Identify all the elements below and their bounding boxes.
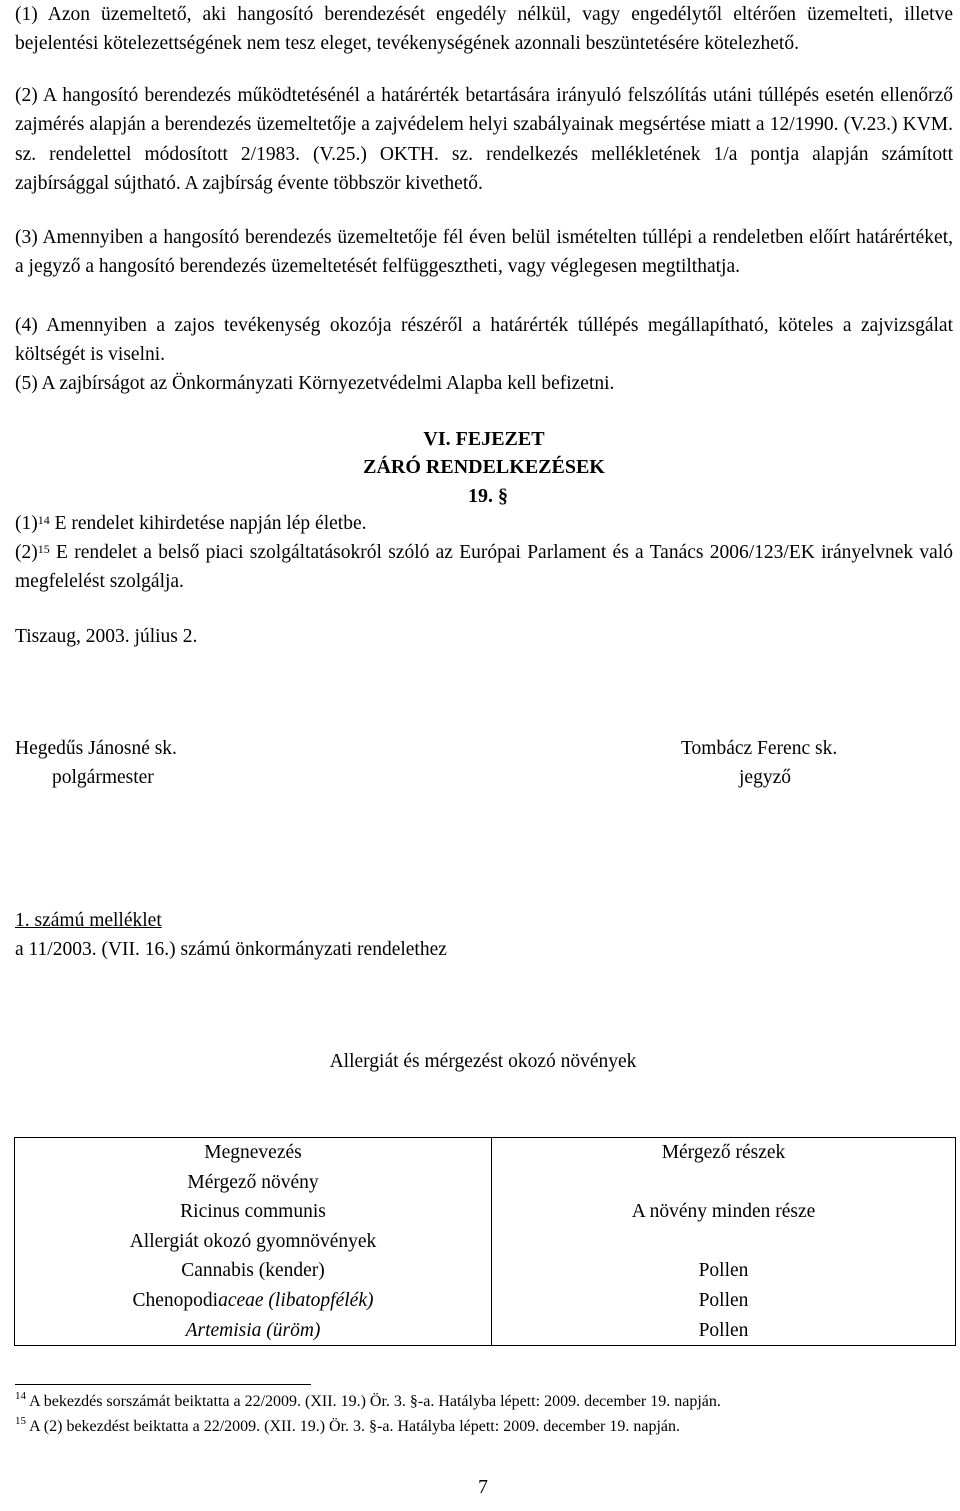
paragraph-2: (2) A hangosító berendezés működtetésénél a határérték betartására irányuló felszólítás utáni túllépés esetén ellenőrző zajmérés alapján a berendezés üzemeltetője a zajvédelem helyi szabályainak megsértése miatt a 12/1990. (V.23.) KVM. sz. rendelettel módosított 2/1983. (V.25.) OKTH. sz. rendelkezés mellékletének 1/a pontja alapján számított zajbírsággal sújtható. A zajbírság évente többször kivethető. [15,85,953,195]
closing-1-prefix: (1) [15,513,38,534]
footnote-14-number: 14 [15,1390,26,1402]
table-row [15,1286,956,1316]
footnote-15-text: A (2) bekezdést beiktatta a 22/2009. (XII. 19.) Ör. 3. §-a. Hatályba lépett: 2009. december 19. napján. [26,1418,681,1435]
header-parts: Mérgező részek [492,1138,956,1168]
signature-left-title: polgármester [52,767,154,788]
cell-parts: A növény minden része [492,1197,956,1227]
cell-parts: Pollen [492,1316,956,1346]
cell-name-italic: aceae (libatopfélék) [218,1289,374,1311]
cell-parts: Pollen [492,1256,956,1286]
closing-2-text: E rendelet a belső piaci szolgáltatásokról szóló az Európai Parlament és a Tanács 2006/123/EK irányelvnek való megfelelést szolgálja. [15,542,953,593]
closing-2-prefix: (2) [15,542,38,563]
cell-name-upright: Chenopodi [132,1289,219,1311]
place-date: Tiszaug, 2003. július 2. [15,626,198,647]
table-row [15,1316,956,1346]
footnote-ref-15[interactable]: 15 [37,542,50,556]
cell-parts [492,1168,956,1198]
cell-name: Mérgező növény [15,1168,492,1198]
closing-1-text: E rendelet kihirdetése napján lép életbe. [49,513,367,534]
footnote-14 [15,1390,721,1411]
chapter-title: VI. FEJEZET [423,428,545,450]
footnote-ref-14[interactable]: 14 [37,513,50,527]
cell-name: Artemisia (üröm) [15,1316,492,1346]
closing-paragraph-1 [15,509,953,538]
cell-name: Ricinus communis [15,1197,492,1227]
page-number: 7 [478,1477,488,1498]
header-name: Megnevezés [15,1138,492,1168]
cell-name [15,1286,492,1316]
annex-reference: a 11/2003. (VII. 16.) számú önkormányzati rendelethez [15,939,447,960]
footnote-separator [15,1384,311,1385]
closing-paragraph-2 [15,538,953,597]
table-header-row [15,1138,956,1168]
footnote-15-number: 15 [15,1415,26,1427]
paragraph-1: (1) Azon üzemeltető, aki hangosító berendezését engedély nélkül, vagy engedélytől eltérően üzemelteti, illetve bejelentési kötelezettségének nem tesz eleget, tevékenységének azonnali beszüntetésére kötelezhető. [15,4,953,55]
cell-parts [492,1227,956,1257]
table-row [15,1168,956,1198]
cell-name: Allergiát okozó gyomnövények [15,1227,492,1257]
cell-parts: Pollen [492,1286,956,1316]
paragraph-4: (4) Amennyiben a zajos tevékenység okozója részéről a határérték túllépés megállapítható, köteles a zajvizsgálat költségét is viselni. [15,315,953,366]
table-row [15,1227,956,1257]
paragraph-3: (3) Amennyiben a hangosító berendezés üzemeltetője fél éven belül ismételten túllépi a rendeletben előírt határértéket, a jegyző a hangosító berendezés üzemeltetését felfüggesztheti, vagy véglegesen megtilthatja. [15,227,953,278]
table-row [15,1197,956,1227]
paragraph-5: (5) A zajbírságot az Önkormányzati Környezetvédelmi Alapba kell befizetni. [15,373,615,394]
signature-left-name: Hegedűs Jánosné sk. [15,738,177,759]
table-row [15,1256,956,1286]
footnote-15 [15,1415,681,1436]
footnote-14-text: A bekezdés sorszámát beiktatta a 22/2009. (XII. 19.) Ör. 3. §-a. Hatályba lépett: 2009. december 19. napján. [26,1393,721,1410]
cell-name: Cannabis (kender) [15,1256,492,1286]
section-number: 19. § [468,485,508,507]
table-title: Allergiát és mérgezést okozó növények [329,1051,637,1072]
signature-right-name: Tombácz Ferenc sk. [681,738,838,759]
poisonous-plants-table [14,1137,956,1346]
signature-right-title: jegyző [739,767,791,788]
chapter-subtitle: ZÁRÓ RENDELKEZÉSEK [363,456,605,478]
annex-label: 1. számú melléklet [15,910,162,931]
